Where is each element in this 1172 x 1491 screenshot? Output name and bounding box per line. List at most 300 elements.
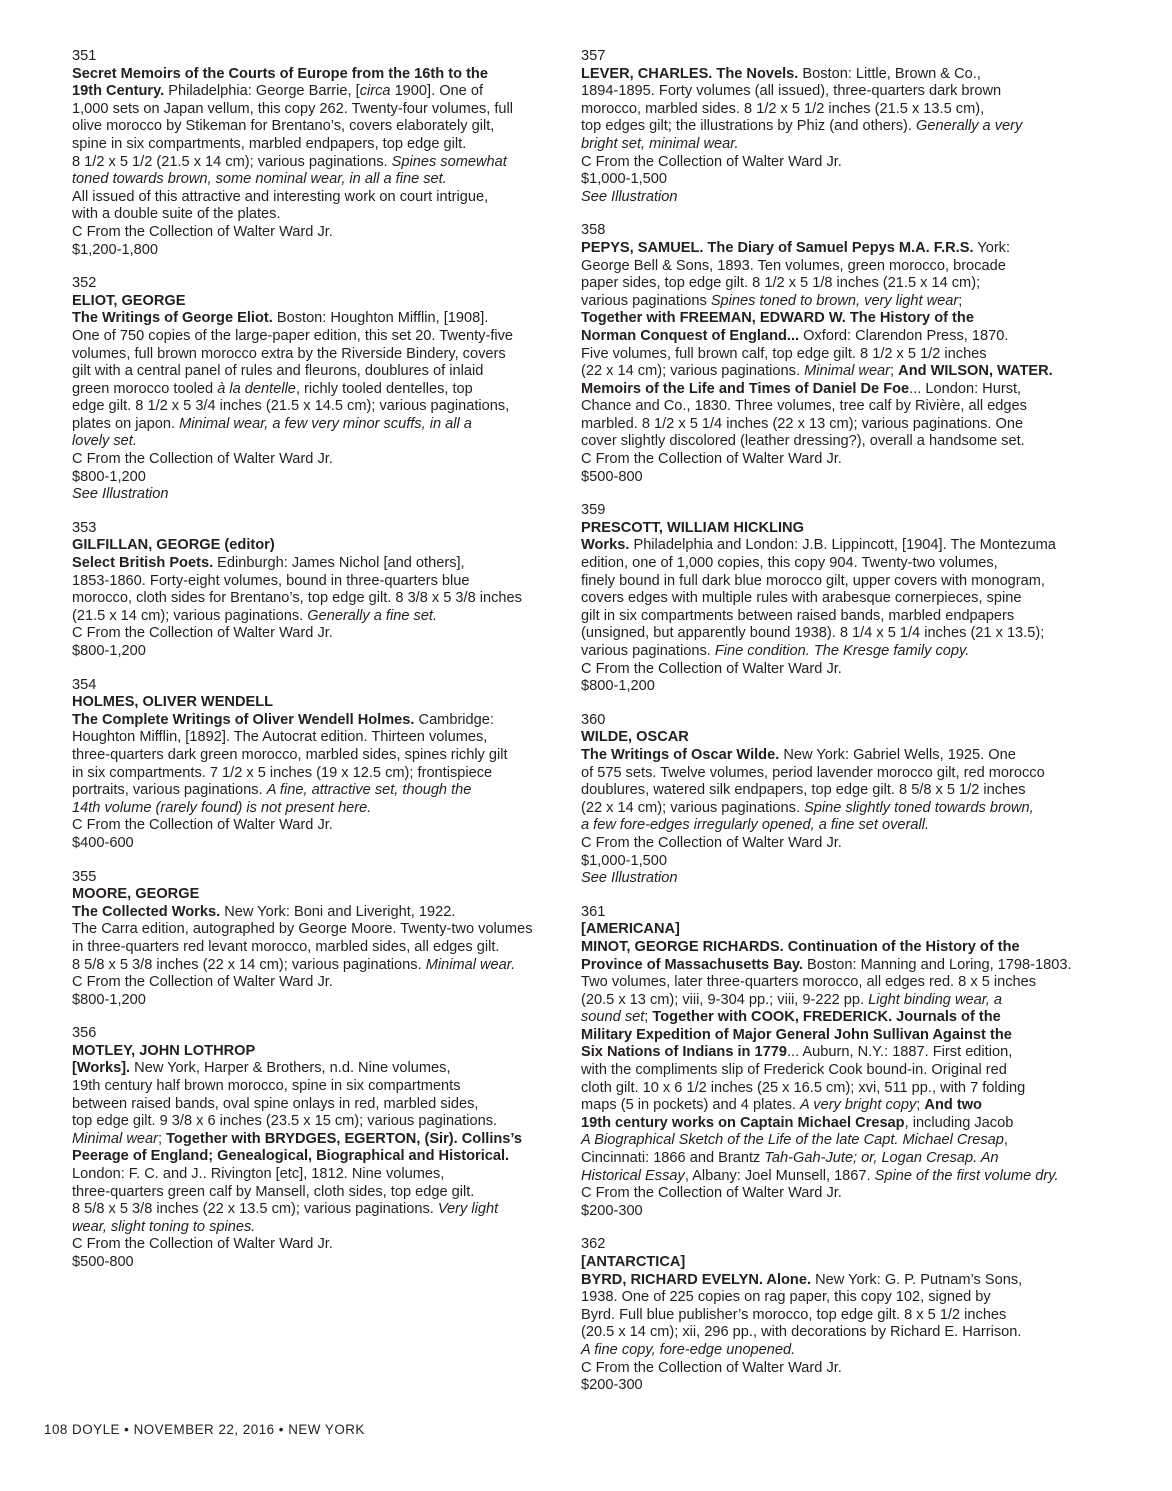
italic-text: Minimal wear. [425, 956, 516, 973]
lot-text-line [72, 590, 537, 608]
italic-text: à la dentelle [217, 380, 296, 397]
lot-text-line [72, 573, 537, 591]
text: New York: G. P. Putnam’s Sons, [811, 1271, 1023, 1288]
lot-text-line [581, 1254, 1073, 1272]
text: $1,200-1,800 [72, 241, 159, 258]
lot-text-line [72, 537, 537, 555]
lot-text-line [72, 469, 537, 487]
lot-text-line [581, 1080, 1073, 1098]
lot-entry [581, 712, 1073, 888]
text: C From the Collection of Walter Ward Jr. [581, 1359, 842, 1376]
lot-text-line [581, 1044, 1073, 1062]
lot-text-line [72, 224, 537, 242]
lot-text-line [72, 328, 537, 346]
bold-text: Memoirs of the Life and Times of Daniel De Foe [581, 380, 910, 397]
text: Philadelphia and London: J.B. Lippincott, [1904]. The Montezuma [629, 537, 1056, 554]
lot-number: 351 [72, 48, 97, 64]
lot-text-line [581, 83, 1073, 101]
lot-text-line [581, 1168, 1073, 1186]
text: Five volumes, full brown calf, top edge gilt. 8 1/2 x 5 1/2 inches [581, 345, 987, 362]
italic-text: a few fore-edges irregularly opened, a fine set overall. [581, 817, 930, 834]
bold-text: The Writings of Oscar Wilde. [581, 746, 780, 763]
lot-entry [72, 1025, 537, 1271]
bold-text: HOLMES, OLIVER WENDELL [72, 694, 274, 711]
lot-text-line [581, 590, 1073, 608]
text: various paginations. [581, 643, 715, 659]
bold-text: MOTLEY, JOHN LOTHROP [72, 1042, 256, 1059]
text: 8 5/8 x 5 3/8 inches (22 x 13.5 cm); various paginations. [72, 1201, 438, 1218]
text: Two volumes, later three-quarters morocco, all edges red. 8 x 5 inches [581, 974, 1037, 991]
italic-text: See Illustration [581, 188, 678, 205]
text: (20.5 x 13 cm); viii, 9-304 pp.; viii, 9-222 pp. [581, 991, 869, 1008]
lot-text-line [72, 66, 537, 84]
text: cover slightly discolored (leather dressing?), overall a handsome set. [581, 433, 1025, 450]
bold-text: WILDE, OSCAR [581, 729, 689, 746]
right-column [581, 48, 1073, 1411]
lot-text-line [72, 939, 537, 957]
lot-number: 360 [581, 711, 606, 728]
bold-text: Secret Memoirs of the Courts of Europe from the 16th to the [72, 65, 488, 82]
text: New York, Harper & Brothers, n.d. Nine volumes, [130, 1060, 451, 1077]
lot-text-line [581, 573, 1073, 591]
lot-text-line [581, 469, 1073, 487]
lot-text-line [581, 363, 1073, 381]
lot-entry [72, 275, 537, 504]
text: spine in six compartments, marbled endpapers, top edge gilt. [72, 135, 467, 152]
lot-text-line [72, 363, 537, 381]
text: with the compliments slip of Frederick Cook bound-in. Original red [581, 1062, 1007, 1079]
lot-text-line [581, 608, 1073, 626]
lot-text-line [581, 1324, 1073, 1342]
text: London: F. C. and J.. Rivington [etc], 1812. Nine volumes, [72, 1166, 445, 1183]
bold-text: The Complete Writings of Oliver Wendell Holmes. [72, 711, 415, 728]
text: marbled. 8 1/2 x 5 1/4 inches (22 x 13 cm); various paginations. One [581, 415, 1024, 432]
text: George Bell & Sons, 1893. Ten volumes, green morocco, brocade [581, 257, 1006, 274]
bold-text: MOORE, GEORGE [72, 886, 200, 903]
text: (22 x 14 cm); various paginations. [581, 363, 805, 380]
bold-text: Works. [581, 537, 630, 554]
lot-text-line [72, 729, 537, 747]
bold-text: [Works]. [72, 1060, 131, 1077]
lot-text-line [72, 555, 537, 573]
lot-number: 354 [72, 676, 97, 693]
lot-text-line [581, 118, 1073, 136]
lot-text-line [72, 1148, 537, 1166]
text: ; [157, 1130, 167, 1147]
italic-text: Fine condition. The Kresge family copy. [714, 643, 970, 659]
lot-entry [581, 904, 1073, 1221]
italic-text: Spine of the first volume dry. [874, 1167, 1059, 1184]
text: ; [644, 1009, 653, 1026]
lot-text-line [581, 678, 1073, 696]
lot-text-line [581, 1185, 1073, 1203]
lot-text-line [72, 486, 537, 504]
text: covers edges with multiple rules with arabesque cornerpieces, spine [581, 590, 1022, 607]
text: ... Auburn, N.Y.: 1887. First edition, [787, 1044, 1013, 1061]
lot-text-line [72, 1078, 537, 1096]
lot-entry [72, 869, 537, 1010]
bold-text: GILFILLAN, GEORGE (editor) [72, 537, 275, 554]
lot-text-line [581, 817, 1073, 835]
italic-text: Light binding wear, a [868, 991, 1003, 1008]
text: edge gilt. 8 1/2 x 5 3/4 inches (21.5 x 14.5 cm); various paginations, [72, 398, 510, 415]
lot-text-line [581, 1203, 1073, 1221]
lot-text-line [72, 398, 537, 416]
lot-text-line [72, 712, 537, 730]
italic-text: Minimal wear, a few very minor scuffs, in all a [179, 415, 472, 432]
bold-text: MINOT, GEORGE RICHARDS. Continuation of the History of the [581, 938, 1020, 955]
text: cloth gilt. 10 x 6 1/2 inches (25 x 16.5 cm); xvi, 511 pp., with 7 folding [581, 1079, 1026, 1096]
text: paper sides, top edge gilt. 8 1/2 x 5 1/8 inches (21.5 x 14 cm); [581, 275, 981, 292]
lot-text-line [581, 240, 1073, 258]
lot-text-line [581, 921, 1073, 939]
text: three-quarters dark green morocco, marbled sides, spines richly gilt [72, 746, 508, 763]
lot-text-line [72, 1184, 537, 1202]
lot-text-line [581, 328, 1073, 346]
text: 8 5/8 x 5 3/8 inches (22 x 14 cm); various paginations. [72, 956, 426, 973]
lot-text-line [72, 381, 537, 399]
italic-text: Minimal wear [804, 363, 891, 380]
italic-text: See Illustration [581, 870, 678, 887]
text: (21.5 x 14 cm); various paginations. [72, 607, 308, 624]
lot-text-line [581, 625, 1073, 643]
lot-text-line [72, 1166, 537, 1184]
italic-text: Generally a fine set. [307, 607, 438, 624]
italic-text: bright set, minimal wear. [581, 135, 739, 152]
bold-text: Military Expedition of Major General John Sullivan Against the [581, 1026, 1012, 1043]
lot-text-line [581, 451, 1073, 469]
lot-text-line [581, 433, 1073, 451]
lot-text-line [72, 1131, 537, 1149]
lot-text-line [72, 416, 537, 434]
text: $800-1,200 [72, 991, 146, 1008]
text: ; [958, 292, 963, 309]
italic-text: See Illustration [72, 486, 169, 503]
text: 8 1/2 x 5 1/2 (21.5 x 14 cm); various paginations. [72, 153, 392, 170]
text: ; [890, 363, 899, 380]
text: volumes, full brown morocco extra by the Riverside Bindery, covers [72, 345, 506, 362]
lot-number: 357 [581, 48, 606, 64]
lot-text-line [581, 747, 1073, 765]
lot-text-line [581, 136, 1073, 154]
text: with a double suite of the plates. [72, 206, 281, 223]
lot-text-line [581, 1307, 1073, 1325]
italic-text: Minimal wear [72, 1130, 158, 1147]
bold-text: Peerage of England; Genealogical, Biographical and Historical. [72, 1148, 510, 1165]
text: $800-1,200 [581, 678, 655, 695]
lot-text-line [72, 1043, 537, 1061]
text: C From the Collection of Walter Ward Jr. [581, 834, 842, 851]
text: (22 x 14 cm); various paginations. [581, 799, 805, 816]
lot-text-line [72, 310, 537, 328]
lot-text-line [581, 765, 1073, 783]
italic-text: Historical Essay [581, 1167, 685, 1184]
lot-entry [72, 520, 537, 661]
bold-text: BYRD, RICHARD EVELYN. Alone. [581, 1271, 812, 1288]
text: Edinburgh: James Nichol [and others], [213, 555, 465, 572]
lot-text-line [72, 1113, 537, 1131]
lot-text-line [72, 118, 537, 136]
text: $800-1,200 [72, 643, 146, 659]
italic-text: A fine copy, fore-edge unopened. [581, 1341, 796, 1358]
text: C From the Collection of Walter Ward Jr. [72, 1236, 333, 1253]
lot-text-line [72, 904, 537, 922]
text: in three-quarters red levant morocco, marbled sides, all edges gilt. [72, 938, 500, 955]
italic-text: Very light [437, 1201, 499, 1218]
lot-text-line [581, 520, 1073, 538]
bold-text: Together with FREEMAN, EDWARD W. The History of the [581, 310, 974, 327]
lot-text-line [581, 171, 1073, 189]
text: morocco, marbled sides. 8 1/2 x 5 1/2 inches (21.5 x 13.5 cm), [581, 100, 985, 117]
italic-text: wear, slight toning to spines. [72, 1218, 256, 1235]
lot-text-line [581, 1360, 1073, 1378]
lot-text-line [581, 1062, 1073, 1080]
italic-text: toned towards brown, some nominal wear, in all a fine set. [72, 171, 447, 188]
text: $1,000-1,500 [581, 852, 668, 869]
lot-number: 353 [72, 519, 97, 536]
lot-text-line [72, 451, 537, 469]
text: Houghton Mifflin, [1892]. The Autocrat edition. Thirteen volumes, [72, 729, 488, 746]
text: , including Jacob [904, 1114, 1014, 1131]
lot-number: 362 [581, 1236, 606, 1253]
bold-text: [AMERICANA] [581, 921, 680, 938]
text: , [1003, 1132, 1008, 1149]
lot-text-line [72, 817, 537, 835]
lot-text-line [581, 1132, 1073, 1150]
bold-text: The Writings of George Eliot. [72, 310, 273, 327]
text: C From the Collection of Walter Ward Jr. [72, 625, 333, 642]
lot-number: 361 [581, 903, 606, 920]
lot-text-line [72, 921, 537, 939]
text: $200-300 [581, 1377, 643, 1394]
text: of 575 sets. Twelve volumes, period lavender morocco gilt, red morocco [581, 764, 1045, 781]
italic-text: circa [359, 83, 391, 100]
lot-entry [581, 48, 1073, 206]
lot-text-line [72, 694, 537, 712]
italic-text: A very bright copy [800, 1097, 917, 1114]
lot-text-line [581, 782, 1073, 800]
lot-number: 352 [72, 275, 97, 292]
lot-text-line [72, 1236, 537, 1254]
lot-entry [581, 502, 1073, 696]
lot-text-line [72, 1254, 537, 1272]
text: $500-800 [581, 468, 643, 485]
lot-text-line [72, 747, 537, 765]
lot-entry [581, 222, 1073, 486]
lot-text-line [581, 189, 1073, 207]
lot-text-line [581, 1027, 1073, 1045]
text: C From the Collection of Walter Ward Jr. [581, 451, 842, 468]
italic-text: A Biographical Sketch of the Life of the late Capt. Michael Cresap [581, 1132, 1004, 1149]
lot-text-line [581, 66, 1073, 84]
lot-text-line [581, 101, 1073, 119]
bold-text: Together with BRYDGES, EGERTON, (Sir). Collins’s [166, 1130, 523, 1147]
text: Cincinnati: 1866 and Brantz [581, 1150, 765, 1167]
text: New York: Gabriel Wells, 1925. One [779, 746, 1016, 763]
lot-text-line [581, 154, 1073, 172]
text: between raised bands, oval spine onlays in red, marbled sides, [72, 1095, 479, 1112]
text: top edge gilt. 9 3/8 x 6 inches (23.5 x 15 cm); various paginations. [72, 1113, 498, 1130]
lot-text-line [581, 835, 1073, 853]
text: Boston: Little, Brown & Co., [798, 65, 981, 82]
lot-text-line [72, 346, 537, 364]
text: ; [916, 1097, 925, 1114]
page-footer: 108 DOYLE • NOVEMBER 22, 2016 • NEW YORK [44, 1422, 365, 1437]
text: 19th century half brown morocco, spine in six compartments [72, 1078, 461, 1095]
text: $800-1,200 [72, 468, 146, 485]
text: 1900]. One of [390, 83, 484, 100]
lot-number: 358 [581, 222, 606, 239]
lot-text-line [72, 835, 537, 853]
lot-text-line [581, 939, 1073, 957]
lot-text-line [72, 83, 537, 101]
lot-entry [72, 677, 537, 853]
text: finely bound in full dark blue morocco gilt, upper covers with monogram, [581, 572, 1045, 589]
text: portraits, various paginations. [72, 782, 267, 799]
text: New York: Boni and Liveright, 1922. [220, 903, 456, 920]
text: $400-600 [72, 834, 134, 851]
italic-text: Generally a very [916, 118, 1023, 135]
bold-text: [ANTARCTICA] [581, 1254, 686, 1270]
bold-text: And two [924, 1097, 982, 1114]
lot-text-line [581, 957, 1073, 975]
text: plates on japon. [72, 415, 180, 432]
text: Cambridge: [414, 711, 494, 728]
text: $1,000-1,500 [581, 171, 668, 188]
lot-text-line [581, 1289, 1073, 1307]
italic-text: 14th volume (rarely found) is not present here. [72, 799, 372, 816]
text: edition, one of 1,000 copies, this copy 904. Twenty-two volumes, [581, 555, 998, 572]
text: (unsigned, but apparently bound 1938). 8 1/4 x 5 1/4 inches (21 x 13.5); [581, 625, 1045, 642]
text: 1,000 sets on Japan vellum, this copy 262. Twenty-four volumes, full [72, 100, 514, 117]
text: All issued of this attractive and interesting work on court intrigue, [72, 188, 489, 205]
lot-text-line [581, 870, 1073, 888]
bold-text: Select British Poets. [72, 555, 214, 572]
bold-text: 19th Century. [72, 83, 165, 100]
lot-text-line [581, 661, 1073, 679]
text: C From the Collection of Walter Ward Jr. [581, 660, 842, 677]
lot-text-line [581, 555, 1073, 573]
lot-text-line [72, 800, 537, 818]
lot-text-line [581, 310, 1073, 328]
lot-text-line [72, 101, 537, 119]
text: Oxford: Clarendon Press, 1870. [799, 327, 1009, 344]
italic-text: Tah-Gah-Jute; or, Logan Cresap. An [764, 1150, 999, 1167]
italic-text: Spines toned to brown, very light wear [710, 292, 959, 309]
lot-text-line [581, 293, 1073, 311]
lot-text-line [581, 1115, 1073, 1133]
text: (20.5 x 14 cm); xii, 296 pp., with decorations by Richard E. Harrison. [581, 1324, 1022, 1341]
text: 1894-1895. Forty volumes (all issued), three-quarters dark brown [581, 83, 1002, 100]
text: , Albany: Joel Munsell, 1867. [684, 1167, 875, 1184]
lot-text-line [72, 1060, 537, 1078]
lot-text-line [581, 729, 1073, 747]
lot-text-line [72, 992, 537, 1010]
text: olive morocco by Stikeman for Brentano’s, covers elaborately gilt, [72, 118, 495, 135]
lot-text-line [581, 1009, 1073, 1027]
text: C From the Collection of Walter Ward Jr. [581, 1185, 842, 1202]
lot-text-line [581, 416, 1073, 434]
bold-text: 19th century works on Captain Michael Cresap [581, 1114, 905, 1131]
bold-text: Norman Conquest of England... [581, 327, 800, 344]
text: green morocco tooled [72, 380, 218, 397]
lot-text-line [581, 275, 1073, 293]
text: 1853-1860. Forty-eight volumes, bound in three-quarters blue [72, 572, 470, 589]
text: C From the Collection of Walter Ward Jr. [72, 223, 333, 240]
lot-text-line [72, 1096, 537, 1114]
italic-text: Spines somewhat [391, 153, 507, 170]
lot-text-line [72, 1201, 537, 1219]
bold-text: PRESCOTT, WILLIAM HICKLING [581, 519, 804, 536]
bold-text: Six Nations of Indians in 1779 [581, 1044, 787, 1061]
lot-text-line [72, 242, 537, 260]
lot-text-line [72, 189, 537, 207]
bold-text: Together with COOK, FREDERICK. Journals of the [652, 1009, 1001, 1026]
lot-text-line [581, 1097, 1073, 1115]
bold-text: LEVER, CHARLES. The Novels. [581, 65, 799, 82]
lot-text-line [581, 398, 1073, 416]
lot-text-line [581, 1342, 1073, 1360]
bold-text: ELIOT, GEORGE [72, 292, 186, 309]
lot-text-line [72, 206, 537, 224]
text: C From the Collection of Walter Ward Jr. [72, 817, 333, 834]
text: 1938. One of 225 copies on rag paper, this copy 102, signed by [581, 1289, 991, 1306]
lot-text-line [581, 853, 1073, 871]
text: Byrd. Full blue publisher’s morocco, top edge gilt. 8 x 5 1/2 inches [581, 1306, 1007, 1323]
text: C From the Collection of Walter Ward Jr. [72, 974, 333, 991]
lot-text-line [72, 765, 537, 783]
lot-text-line [72, 608, 537, 626]
italic-text: Spine slightly toned towards brown, [804, 799, 1034, 816]
italic-text: lovely set. [72, 433, 137, 450]
lot-entry [72, 48, 537, 259]
lot-text-line [581, 381, 1073, 399]
italic-text: sound set [581, 1009, 645, 1026]
text: York: [973, 239, 1011, 256]
text: Boston: Manning and Loring, 1798-1803. [802, 956, 1072, 973]
lot-text-line [72, 886, 537, 904]
text: ... London: Hurst, [909, 380, 1022, 397]
lot-entry [581, 1236, 1073, 1394]
text: gilt in six compartments between raised bands, marbled endpapers [581, 607, 1015, 624]
text: gilt with a central panel of rules and fleurons, doublures of inlaid [72, 363, 484, 380]
lot-text-line [581, 1272, 1073, 1290]
text: C From the Collection of Walter Ward Jr. [581, 153, 842, 170]
lot-number: 355 [72, 868, 97, 885]
lot-text-line [581, 992, 1073, 1010]
lot-text-line [581, 974, 1073, 992]
lot-text-line [581, 1150, 1073, 1168]
lot-number: 356 [72, 1025, 97, 1042]
text: The Carra edition, autographed by George Moore. Twenty-two volumes [72, 921, 533, 938]
text: $500-800 [72, 1254, 134, 1270]
left-column [72, 48, 537, 1288]
text: , richly tooled dentelles, top [295, 380, 473, 397]
lot-number: 359 [581, 502, 606, 519]
lot-text-line [72, 293, 537, 311]
lot-text-line [72, 433, 537, 451]
lot-text-line [72, 957, 537, 975]
lot-text-line [581, 1377, 1073, 1395]
text: Philadelphia: George Barrie, [ [164, 83, 360, 100]
text: various paginations [581, 292, 711, 309]
text: three-quarters green calf by Mansell, cloth sides, top edge gilt. [72, 1183, 475, 1200]
bold-text: And WILSON, WATER. [898, 363, 1053, 380]
text: doublures, watered silk endpapers, top edge gilt. 8 5/8 x 5 1/2 inches [581, 782, 1026, 799]
text: $200-300 [581, 1202, 643, 1219]
lot-text-line [581, 346, 1073, 364]
lot-text-line [72, 154, 537, 172]
